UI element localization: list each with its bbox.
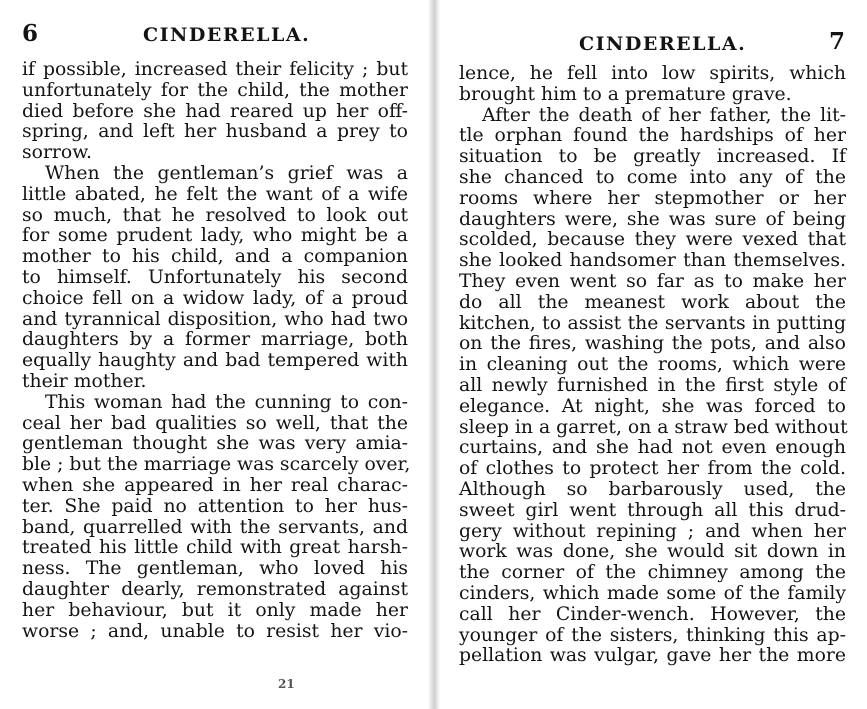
running-head: CINDERELLA. bbox=[143, 24, 311, 46]
text-line: daughter dearly, remonstrated against bbox=[22, 578, 408, 600]
text-line: sleep in a garret, on a straw bed without bbox=[459, 416, 848, 438]
text-line: They even went so far as to make her bbox=[459, 270, 846, 292]
text-line: ter. She paid no attention to her hus- bbox=[22, 495, 408, 517]
text-line: their mother. bbox=[22, 370, 147, 392]
text-line: little abated, he felt the want of a wife bbox=[22, 183, 408, 205]
text-line: to himself. Unfortunately his second bbox=[22, 266, 408, 288]
text-line: After the death of her father, the lit- bbox=[482, 104, 846, 126]
text-line: Although so barbarously used, the bbox=[459, 478, 846, 500]
text-line: unfortunately for the child, the mother bbox=[22, 79, 408, 101]
text-line: she chanced to come into any of the bbox=[459, 166, 846, 188]
text-line: worse ; and, unable to resist her vio- bbox=[22, 620, 408, 642]
text-line: daughters were, she was sure of being bbox=[459, 208, 846, 230]
text-line: the corner of the chimney among the bbox=[459, 562, 846, 584]
text-line: so much, that he resolved to look out bbox=[22, 204, 408, 226]
text-line: on the fires, washing the pots, and also bbox=[459, 333, 846, 355]
text-line: brought him to a premature grave. bbox=[459, 83, 792, 105]
page-text bbox=[22, 59, 411, 642]
text-line: when she appeared in her real charac- bbox=[22, 474, 408, 496]
text-line: died before she had reared up her off- bbox=[22, 100, 408, 122]
text-line: band, quarrelled with the servants, and bbox=[22, 516, 408, 538]
page-number: 7 bbox=[829, 28, 846, 55]
text-line: gentleman thought she was very amia- bbox=[22, 433, 408, 455]
text-line: treated his little child with great harsh- bbox=[22, 537, 408, 559]
text-line: call her Cinder-wench. However, the bbox=[459, 603, 846, 625]
text-line: work was done, she would sit down in bbox=[459, 541, 846, 563]
text-line: kitchen, to assist the servants in putting bbox=[459, 312, 846, 334]
text-line: sorrow. bbox=[22, 142, 93, 164]
text-line: in cleaning out the rooms, which were bbox=[459, 354, 846, 376]
text-line: rooms where her stepmother or her bbox=[459, 187, 846, 209]
text-line: pellation was vulgar, gave her the more bbox=[459, 645, 846, 667]
text-line: mother to his child, and a companion bbox=[22, 246, 408, 268]
text-line: tle orphan found the hardships of her bbox=[459, 125, 846, 147]
right-page bbox=[436, 0, 867, 709]
text-line: This woman had the cunning to con- bbox=[45, 391, 408, 413]
left-page bbox=[0, 0, 433, 709]
text-line: curtains, and she had not even enough bbox=[459, 437, 846, 459]
text-line: When the gentleman’s grief was a bbox=[45, 162, 408, 184]
text-line: sweet girl went through all this drud- bbox=[459, 499, 846, 521]
text-line: lence, he fell into low spirits, which bbox=[459, 63, 846, 84]
page-text bbox=[459, 64, 846, 667]
signature-mark: 21 bbox=[278, 677, 295, 691]
text-line: ness. The gentleman, who loved his bbox=[22, 558, 408, 580]
text-line: for some prudent lady, who might be a bbox=[22, 225, 408, 247]
text-line: gery without repining ; and when her bbox=[459, 520, 846, 542]
text-line: cinders, which made some of the family bbox=[459, 582, 846, 604]
text-line: elegance. At night, she was forced to bbox=[459, 395, 846, 417]
text-line: equally haughty and bad tempered with bbox=[22, 350, 408, 372]
text-line: scolded, because they were vexed that bbox=[459, 229, 846, 251]
text-line: her behaviour, but it only made her bbox=[22, 599, 408, 621]
text-line: spring, and left her husband a prey to bbox=[22, 121, 408, 143]
running-head: CINDERELLA. bbox=[579, 33, 747, 55]
text-line: all newly furnished in the first style of bbox=[459, 374, 846, 396]
text-line: ceal her bad qualities so well, that the bbox=[22, 412, 408, 434]
text-line: of clothes to protect her from the cold. bbox=[459, 458, 846, 480]
text-line: do all the meanest work about the bbox=[459, 291, 846, 313]
page-number: 6 bbox=[22, 20, 39, 47]
text-line: she looked handsomer than themselves. bbox=[459, 250, 846, 272]
text-line: younger of the sisters, thinking this ap- bbox=[459, 624, 846, 646]
text-line: daughters by a former marriage, both bbox=[22, 329, 408, 351]
text-line: ble ; but the marriage was scarcely over, bbox=[22, 454, 411, 476]
text-line: and tyrannical disposition, who had two bbox=[22, 308, 408, 330]
text-line: situation to be greatly increased. If bbox=[459, 146, 846, 168]
text-line: choice fell on a widow lady, of a proud bbox=[22, 287, 408, 309]
text-line: if possible, increased their felicity ; but bbox=[22, 59, 408, 80]
